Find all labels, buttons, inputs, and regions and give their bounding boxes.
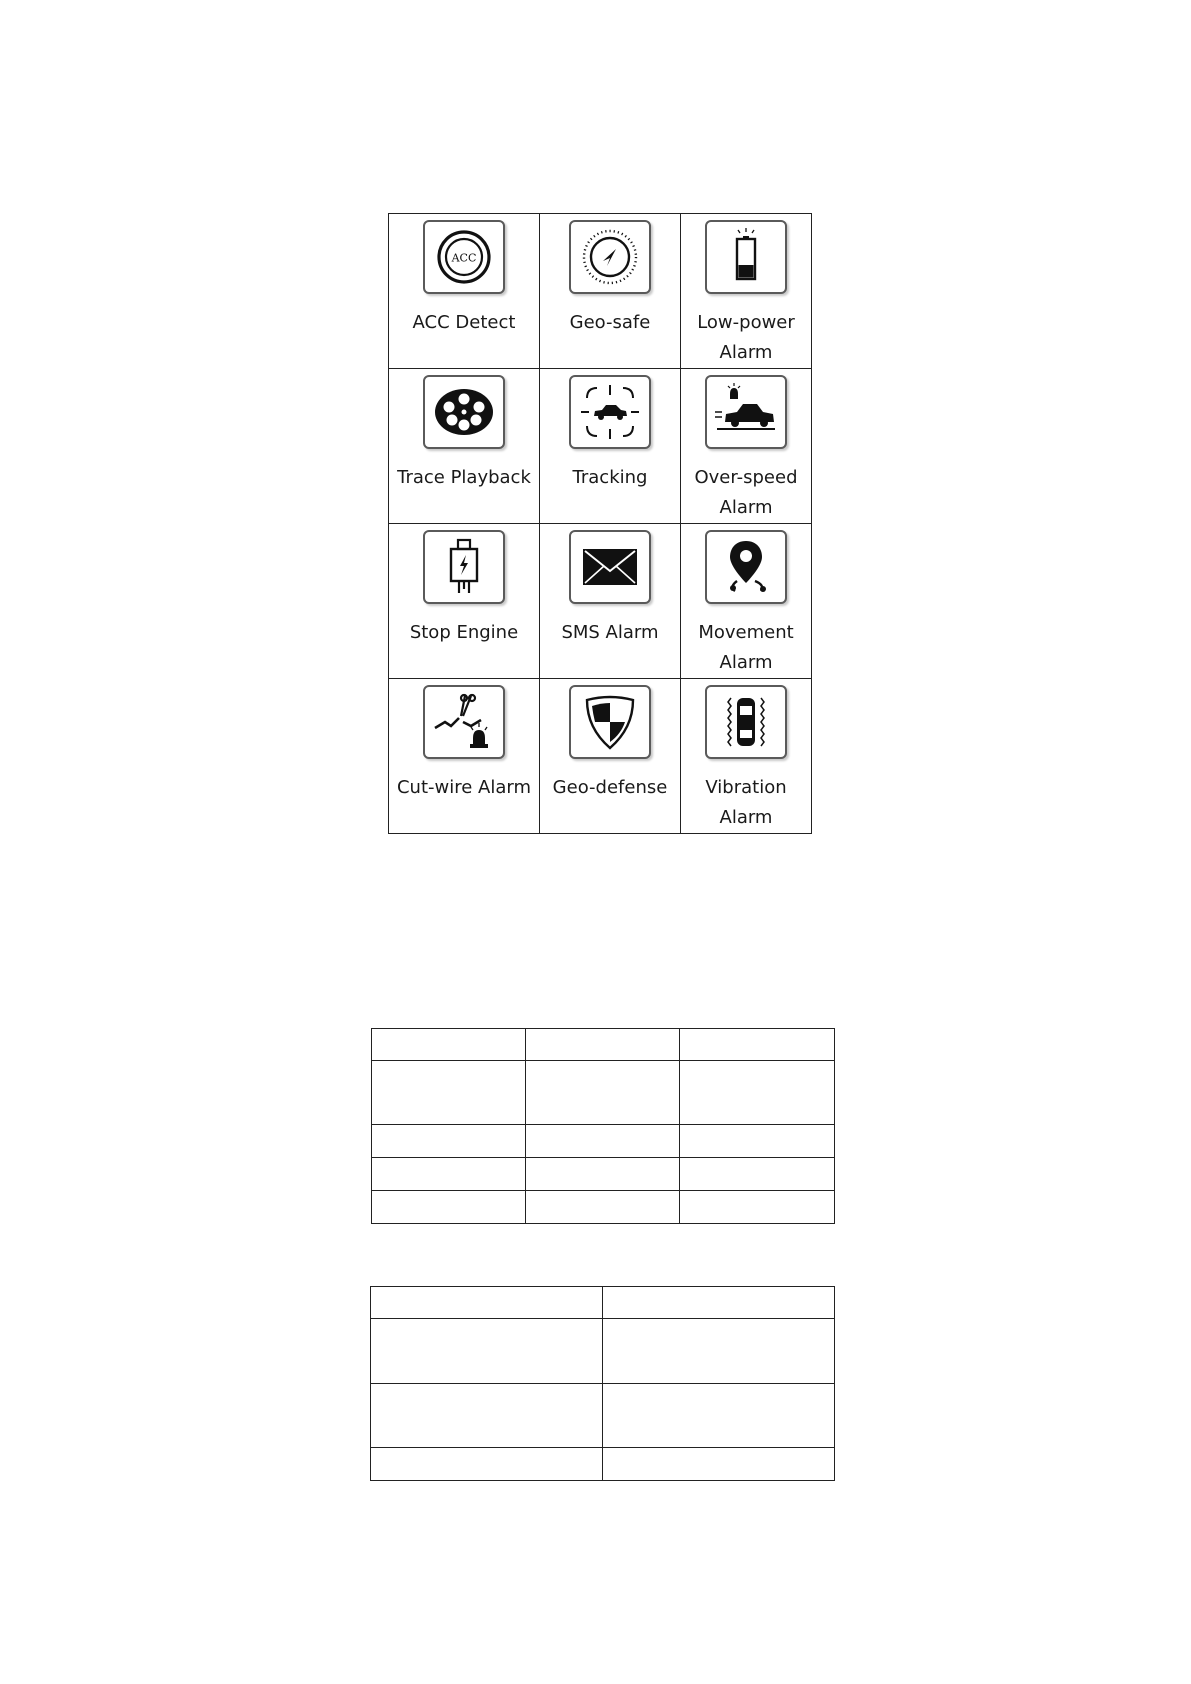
- acc-icon: [423, 220, 505, 294]
- table-row: [371, 1448, 835, 1481]
- table-cell: [680, 1191, 835, 1224]
- acc-icon-text: ACC: [451, 251, 477, 265]
- feature-row: [389, 679, 812, 834]
- table-row: [372, 1061, 835, 1125]
- cut-wire-icon: [423, 685, 505, 759]
- feature-label: Trace Playback: [397, 467, 531, 488]
- shield-icon: [569, 685, 651, 759]
- table-row: [371, 1319, 835, 1384]
- feature-row: [389, 214, 812, 369]
- table-cell: [526, 1125, 680, 1158]
- compass-icon: [569, 220, 651, 294]
- feature-label: SMS Alarm: [561, 622, 659, 643]
- feature-label: Movement Alarm: [698, 622, 794, 673]
- table-row: [372, 1158, 835, 1191]
- table-cell: [603, 1319, 835, 1384]
- feature-cell-low-power-alarm: [681, 214, 812, 369]
- table-cell: [372, 1029, 526, 1061]
- feature-cell-over-speed-alarm: [681, 369, 812, 524]
- feature-label: Geo-safe: [569, 312, 651, 333]
- speeding-car-icon: [705, 375, 787, 449]
- feature-label: Stop Engine: [409, 622, 519, 643]
- feature-cell-acc-detect: [389, 214, 540, 369]
- table-cell: [371, 1448, 603, 1481]
- feature-label: ACC Detect: [412, 312, 516, 333]
- film-reel-icon: [423, 375, 505, 449]
- table-row: [371, 1287, 835, 1319]
- location-pin-icon: [705, 530, 787, 604]
- feature-row: [389, 524, 812, 679]
- feature-cell-cut-wire-alarm: [389, 679, 540, 834]
- feature-cell-trace-playback: [389, 369, 540, 524]
- feature-cell-tracking: [540, 369, 681, 524]
- feature-row: [389, 369, 812, 524]
- table-cell: [372, 1158, 526, 1191]
- battery-low-icon: [705, 220, 787, 294]
- table-cell: [603, 1448, 835, 1481]
- table-cell: [371, 1384, 603, 1448]
- table-cell: [680, 1029, 835, 1061]
- feature-label: Geo-defense: [552, 777, 668, 798]
- table-cell: [680, 1158, 835, 1191]
- table-cell: [372, 1191, 526, 1224]
- feature-grid: [388, 213, 812, 834]
- feature-cell-stop-engine: [389, 524, 540, 679]
- feature-label: Tracking: [572, 467, 648, 488]
- feature-label: Low-power Alarm: [697, 312, 795, 363]
- feature-label: Vibration Alarm: [705, 777, 787, 828]
- table-cell: [526, 1061, 680, 1125]
- table-row: [372, 1029, 835, 1061]
- feature-label: Over-speed Alarm: [694, 467, 798, 518]
- table-cell: [371, 1319, 603, 1384]
- feature-label: Cut-wire Alarm: [396, 777, 531, 798]
- feature-cell-geo-defense: [540, 679, 681, 834]
- car-tracking-icon: [569, 375, 651, 449]
- table-cell: [603, 1287, 835, 1319]
- power-plug-icon: [423, 530, 505, 604]
- table-cell: [603, 1384, 835, 1448]
- table-cell: [372, 1061, 526, 1125]
- table-cell: [680, 1125, 835, 1158]
- table-row: [372, 1125, 835, 1158]
- table-row: [372, 1191, 835, 1224]
- table-cell: [372, 1125, 526, 1158]
- table-cell: [680, 1061, 835, 1125]
- table-cell: [526, 1191, 680, 1224]
- vibration-car-icon: [705, 685, 787, 759]
- feature-cell-movement-alarm: [681, 524, 812, 679]
- table-cell: [371, 1287, 603, 1319]
- feature-cell-geo-safe: [540, 214, 681, 369]
- table-row: [371, 1384, 835, 1448]
- table-cell: [526, 1029, 680, 1061]
- blank-table: [371, 1028, 835, 1224]
- envelope-icon: [569, 530, 651, 604]
- feature-cell-vibration-alarm: [681, 679, 812, 834]
- table-cell: [526, 1158, 680, 1191]
- feature-cell-sms-alarm: [540, 524, 681, 679]
- blank-table: [370, 1286, 835, 1481]
